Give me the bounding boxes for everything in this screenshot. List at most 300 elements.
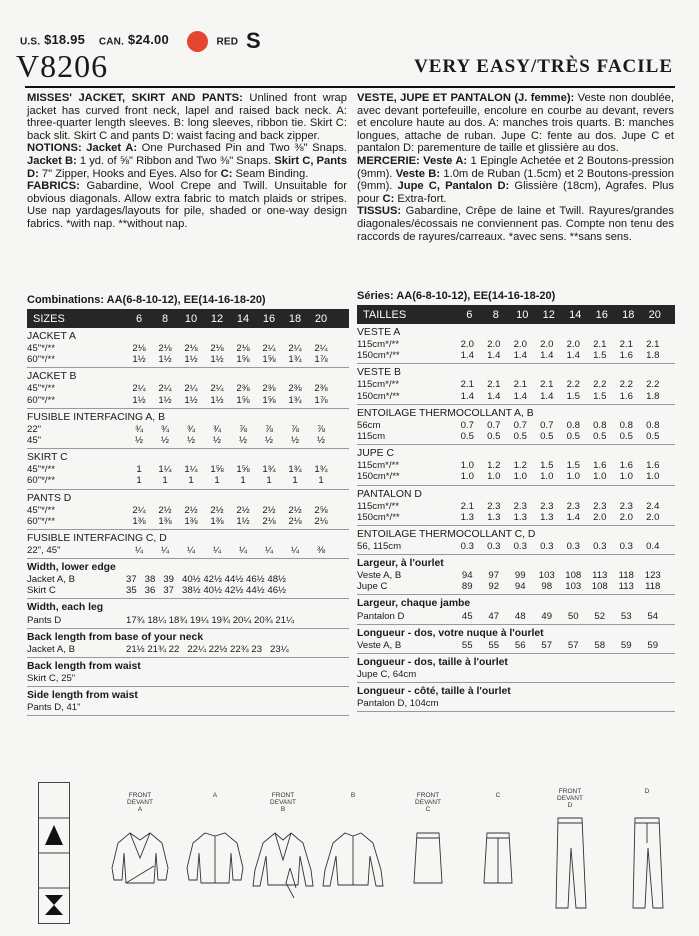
table-cell: 57 <box>541 639 553 651</box>
table-cell: 0.5 <box>566 431 580 443</box>
table-cell: 1.5 <box>566 460 580 472</box>
sizes-list <box>126 313 334 325</box>
table-row <box>357 640 675 651</box>
measure-section <box>357 625 675 654</box>
yardage-section <box>357 526 675 555</box>
table-cell: 1½ <box>236 515 250 527</box>
hourglass-icon <box>45 905 63 915</box>
table-cell: 103 <box>538 570 555 582</box>
table-cell: 2.0 <box>646 511 660 523</box>
table-cell: ¼ <box>134 544 143 556</box>
table-cell: 1⅜ <box>210 515 224 527</box>
table-cell: 2.4 <box>646 500 660 512</box>
table-cell: 2¼ <box>262 343 276 355</box>
table-cell: 47 <box>488 610 500 622</box>
notions-c: Seam Binding. <box>232 167 309 180</box>
yardage-section <box>27 328 349 368</box>
table-cell: 2⅛ <box>132 343 146 355</box>
table-row <box>27 395 349 406</box>
row-label: 150cm*/** <box>357 471 400 483</box>
table-row <box>27 354 349 365</box>
pants-d-back-sketch <box>633 818 663 908</box>
table-cell: 1½ <box>158 354 172 366</box>
skirt-c-back-sketch <box>484 833 512 883</box>
technical-sketches <box>90 788 680 928</box>
measure-section <box>27 658 349 687</box>
table-cell: ¼ <box>212 544 221 556</box>
table-cell: 1⅜ <box>184 515 198 527</box>
table-cell: 2½ <box>236 504 250 516</box>
row-label: 115cm*/** <box>357 339 399 351</box>
yardage-section <box>27 449 349 489</box>
mercerie-cd: Glissière (18cm), Agrafes. Plus pour <box>357 180 674 205</box>
table-cell: 1.3 <box>487 511 501 523</box>
table-cell: 53 <box>620 610 632 622</box>
table-cell: 0.5 <box>487 431 501 443</box>
mercerie-title: MERCERIE: <box>357 154 420 167</box>
table-cell: 2¼ <box>210 383 224 395</box>
row-label: Jacket A, B <box>27 574 75 586</box>
table-cell: 1 <box>162 475 168 487</box>
pants-d-front-sketch <box>556 818 586 908</box>
table-cell: 1.4 <box>487 350 501 362</box>
table-row <box>27 516 349 527</box>
table-cell: ¼ <box>160 544 169 556</box>
row-label: 150cm*/** <box>357 350 400 362</box>
sizes-header <box>27 309 349 328</box>
size-header-cell: 16 <box>595 308 608 321</box>
jacket-a-back-sketch <box>187 833 243 883</box>
notions-a-label: Jacket A: <box>81 142 138 155</box>
table-cell: 1⅝ <box>262 354 276 366</box>
size-header-cell: 10 <box>184 312 198 325</box>
table-cell: 2.0 <box>513 339 527 351</box>
table-cell: 49 <box>541 610 553 622</box>
table-cell: 113 <box>592 570 608 582</box>
table-row <box>27 574 349 585</box>
table-cell: 2½ <box>184 504 198 516</box>
table-row <box>27 383 349 394</box>
notions-title: NOTIONS: <box>27 142 82 155</box>
notions-cd-label: Skirt C, Pants D: <box>27 154 348 180</box>
table-cell: 1½ <box>184 354 198 366</box>
row-label: 115cm*/** <box>357 500 399 512</box>
row-label: 150cm*/** <box>357 511 400 523</box>
table-cell: 2⅛ <box>158 343 172 355</box>
notions-a: One Purchased Pin and Two ⅜" Snaps. <box>137 142 347 155</box>
table-cell: 92 <box>488 581 500 593</box>
measure-title: Largeur, chaque jambe <box>357 598 471 610</box>
fr-desc-title: VESTE, JUPE ET PANTALON (J. femme): <box>357 92 575 104</box>
table-cell: 1.6 <box>619 350 633 362</box>
series: Séries: AA(6-8-10-12), EE(14-16-18-20) <box>357 290 556 302</box>
table-cell: 1 <box>292 475 298 487</box>
table-cell: 55 <box>461 639 473 651</box>
table-cell: 0.5 <box>513 431 527 443</box>
table-cell: ½ <box>186 435 195 447</box>
table-cell: 55 <box>488 639 500 651</box>
table-cell: 108 <box>565 570 582 582</box>
table-cell: 2⅜ <box>236 383 250 395</box>
table-cell: 97 <box>488 570 500 582</box>
table-cell: 2⅜ <box>288 383 302 395</box>
sketch-label: B <box>350 792 356 799</box>
table-cell: 1.0 <box>566 471 580 483</box>
notions-b: 1 yd. of ⅝" Ribbon and Two ⅜" Snaps. <box>76 154 272 167</box>
table-cell: 2.0 <box>460 339 474 351</box>
fold-legend-box <box>38 782 70 924</box>
size-header-cell: 14 <box>569 308 582 321</box>
table-cell: 0.5 <box>460 431 474 443</box>
section-title: ENTOILAGE THERMOCOLLANT A, B <box>357 407 534 419</box>
table-cell: 2⅛ <box>184 343 198 355</box>
table-cell: 2.0 <box>487 339 501 351</box>
french-description <box>357 92 674 243</box>
table-row <box>27 435 349 446</box>
pattern-number: V8206 <box>16 48 109 84</box>
table-row <box>357 350 675 361</box>
fold-symbols-icon <box>39 783 69 923</box>
row-label: 56, 115cm <box>357 540 402 552</box>
table-cell: 0.5 <box>646 431 660 443</box>
size-header-cell: 14 <box>236 312 250 325</box>
row-label: 60"*/** <box>27 475 55 487</box>
row-label: 150cm*/** <box>357 390 400 402</box>
table-cell: 2.3 <box>540 500 554 512</box>
table-row <box>357 581 675 592</box>
table-cell: 1.3 <box>513 511 527 523</box>
table-cell: 1¾ <box>314 464 328 476</box>
row-label: 60"*/** <box>27 515 55 527</box>
english-sections <box>27 328 349 559</box>
size-header-cell: 12 <box>210 312 224 325</box>
row-label: 56cm <box>357 419 381 431</box>
table-cell: 1⅝ <box>210 464 224 476</box>
can-price: $24.00 <box>127 32 169 48</box>
table-cell: 1.5 <box>593 350 607 362</box>
combinations: Combinations: AA(6-8-10-12), EE(14-16-18-20) <box>27 294 266 306</box>
row-label: Skirt C, 25" <box>27 672 76 684</box>
yardage-section <box>357 486 675 526</box>
row-label: 45"*/** <box>27 343 55 355</box>
sketch-label: FRONT DEVANT C <box>415 792 441 813</box>
table-cell: ¾ <box>186 423 195 435</box>
table-row <box>27 475 349 486</box>
measure-section <box>27 559 349 599</box>
section-title: FUSIBLE INTERFACING C, D <box>27 532 167 544</box>
size-header-cell: 6 <box>466 308 473 321</box>
table-cell: ⅜ <box>316 544 325 556</box>
header-rule <box>25 86 675 88</box>
table-cell: 108 <box>591 581 608 593</box>
table-cell: ¾ <box>160 423 169 435</box>
table-cell: 103 <box>565 581 582 593</box>
row-label: Veste A, B <box>357 639 402 651</box>
table-cell: 2¼ <box>314 343 328 355</box>
table-cell: ¼ <box>186 544 195 556</box>
fabrics-title: FABRICS: <box>27 180 80 193</box>
row-label: 115cm*/** <box>357 460 399 472</box>
size-letter: S <box>246 28 261 53</box>
table-cell: 2⅛ <box>262 515 276 527</box>
section-title: PANTS D <box>27 492 72 504</box>
table-cell: 2.2 <box>646 379 660 391</box>
table-cell: 2⅛ <box>314 515 328 527</box>
table-cell: 2½ <box>158 504 172 516</box>
table-cell: 1½ <box>158 394 172 406</box>
table-cell: 2.3 <box>566 500 580 512</box>
table-cell: 56 <box>514 639 526 651</box>
dot-label: RED <box>216 36 239 48</box>
table-row <box>357 501 675 512</box>
english-yardage-table <box>27 294 349 716</box>
sizes-label: SIZES <box>33 312 65 325</box>
english-measures <box>27 559 349 716</box>
table-cell: 118 <box>618 570 634 582</box>
table-cell: 89 <box>461 581 473 593</box>
table-row <box>27 673 349 684</box>
size-header-cell: 10 <box>516 308 529 321</box>
row-label: Pants D, 41" <box>27 702 81 714</box>
tailles-header <box>357 305 675 324</box>
table-cell: 0.8 <box>593 419 607 431</box>
french-sections <box>357 324 675 555</box>
table-cell: 1.0 <box>593 471 607 483</box>
table-cell: 0.5 <box>540 431 554 443</box>
table-cell: 1.2 <box>513 460 527 472</box>
table-cell: ½ <box>212 435 221 447</box>
row-label: Jupe C <box>357 581 388 593</box>
table-cell: 2.0 <box>593 511 607 523</box>
row-label: 22", 45" <box>27 544 61 556</box>
sketch-label: A <box>212 792 218 799</box>
table-cell: 59 <box>620 639 632 651</box>
section-title: PANTALON D <box>357 488 422 500</box>
row-label: Jacket A, B <box>27 643 75 655</box>
table-cell: 1½ <box>210 394 224 406</box>
row-label: Pantalon D <box>357 610 405 622</box>
measure-title: Longueur - côté, taille à l'ourlet <box>357 686 511 697</box>
mercerie-b: 1.0m de Ruban (1.5cm) et 2 Boutons-pression (9mm). <box>357 167 674 193</box>
measure-title: Longueur - dos, votre nuque à l'ourlet <box>357 627 544 639</box>
table-cell: 1.4 <box>460 390 474 402</box>
table-cell: 2.2 <box>593 379 607 391</box>
table-cell: 2.3 <box>487 500 501 512</box>
sketch-label: FRONT DEVANT D <box>557 788 583 809</box>
measure-section <box>357 683 675 712</box>
table-cell: 1.0 <box>646 471 660 483</box>
table-cell: 59 <box>647 639 659 651</box>
table-cell: ¼ <box>238 544 247 556</box>
garment-sketches-svg <box>90 788 680 928</box>
measure-title: Width, each leg <box>27 602 104 614</box>
mercerie-c-label: C: <box>379 192 395 205</box>
size-header-cell: 8 <box>492 308 499 321</box>
table-row <box>357 610 675 621</box>
table-row <box>357 431 675 442</box>
table-cell: 1 <box>136 464 142 476</box>
table-cell: 2.1 <box>540 379 554 391</box>
table-cell: 1.5 <box>593 390 607 402</box>
table-cell: 99 <box>514 570 526 582</box>
table-cell: 50 <box>567 610 579 622</box>
table-row <box>27 424 349 435</box>
section-title: SKIRT C <box>27 452 68 464</box>
table-cell: 118 <box>645 581 661 593</box>
table-cell: 0.5 <box>593 431 607 443</box>
table-cell: 2.1 <box>619 339 633 351</box>
table-cell: 1.4 <box>566 511 580 523</box>
row-label: Pantalon D, 104cm <box>357 698 439 710</box>
table-cell: 1⅜ <box>158 515 172 527</box>
jacket-b-front-sketch <box>253 833 313 898</box>
table-row <box>27 505 349 516</box>
table-cell: 2.1 <box>487 379 501 391</box>
notions-c-label: C: <box>217 167 233 180</box>
table-cell: 45 <box>461 610 473 622</box>
table-cell: 123 <box>644 570 661 582</box>
row-label: 45"*/** <box>27 464 55 476</box>
table-cell: ½ <box>316 435 325 447</box>
mercerie-a: 1 Epingle Achetée et 2 Boutons-pression (9mm). <box>357 154 674 180</box>
table-cell: 1.2 <box>487 460 501 472</box>
french-yardage-table <box>357 290 675 712</box>
table-cell: 1.0 <box>460 471 474 483</box>
table-cell: 98 <box>541 581 553 593</box>
table-row <box>357 698 675 709</box>
row-label: Pants D <box>27 614 62 626</box>
measure-section <box>357 654 675 683</box>
table-cell: 2.0 <box>566 339 580 351</box>
section-title: VESTE A <box>357 327 401 338</box>
measure-title: Back length from base of your neck <box>27 631 204 643</box>
notions-b-label: Jacket B: <box>27 154 77 167</box>
red-dot-icon <box>187 31 208 52</box>
table-cell: 1.4 <box>540 390 554 402</box>
desc-body: Unlined front wrap jacket has curved front neck, lapel and raised back neck. A: three-quarter length sleeves. B: long sleeves, ribbon tie. Skirt C: back slit. Skirt C and pants D: waist facing and back zipper. <box>27 92 348 142</box>
yardage-section <box>357 364 675 404</box>
table-cell: 0.4 <box>646 540 660 552</box>
table-cell: 48 <box>514 610 526 622</box>
yardage-section <box>27 368 349 408</box>
table-cell: 1.5 <box>540 460 554 472</box>
table-cell: 1.6 <box>619 460 633 472</box>
table-cell: 1.5 <box>566 390 580 402</box>
table-cell: 1.4 <box>566 350 580 362</box>
table-row <box>357 669 675 680</box>
table-cell: 0.3 <box>460 540 474 552</box>
table-cell: ½ <box>134 435 143 447</box>
table-cell: 2.2 <box>566 379 580 391</box>
table-cell: 0.3 <box>619 540 633 552</box>
table-cell: 1⅝ <box>262 394 276 406</box>
table-cell: 2⅛ <box>236 343 250 355</box>
size-header-cell: 6 <box>135 312 143 325</box>
table-row <box>357 379 675 390</box>
table-row <box>27 545 349 556</box>
measure-section <box>27 629 349 658</box>
us-label: U.S. <box>20 36 41 48</box>
table-cell: 94 <box>461 570 473 582</box>
table-row <box>357 391 675 402</box>
table-row <box>27 585 349 596</box>
table-cell: 2¼ <box>288 343 302 355</box>
table-cell: ¾ <box>212 423 221 435</box>
table-cell: 2¼ <box>184 383 198 395</box>
yardage-section <box>357 324 675 364</box>
table-cell: 1⅝ <box>236 354 250 366</box>
table-cell: 1⅝ <box>236 394 250 406</box>
table-cell: 1 <box>318 475 324 487</box>
table-cell: 2⅛ <box>288 515 302 527</box>
table-row <box>27 702 349 713</box>
table-cell: 2.1 <box>460 500 474 512</box>
measure-title: Side length from waist <box>27 690 138 701</box>
table-cell: 2½ <box>288 504 302 516</box>
row-label: 60"*/** <box>27 354 55 366</box>
table-cell: 2⅝ <box>314 504 328 516</box>
table-cell: ½ <box>238 435 247 447</box>
size-header-cell: 20 <box>648 308 661 321</box>
table-cell: 1½ <box>132 354 146 366</box>
table-cell: 1¼ <box>158 464 172 476</box>
table-cell: 2.3 <box>593 500 607 512</box>
measure-section <box>27 687 349 716</box>
table-cell: 1¾ <box>288 464 302 476</box>
table-cell: ⅞ <box>238 423 247 435</box>
english-description <box>27 92 347 231</box>
table-cell: 1.4 <box>460 350 474 362</box>
row-label: Skirt C <box>27 585 56 597</box>
tailles-list <box>456 309 668 321</box>
table-cell: 0.8 <box>646 419 660 431</box>
table-cell: 2.1 <box>593 339 607 351</box>
section-title: ENTOILAGE THERMOCOLLANT C, D <box>357 528 536 540</box>
table-cell: 1¾ <box>262 464 276 476</box>
table-cell: 1.4 <box>540 350 554 362</box>
table-cell: 1.3 <box>460 511 474 523</box>
table-cell: 1.8 <box>646 390 660 402</box>
table-row <box>357 570 675 581</box>
table-cell: 113 <box>618 581 634 593</box>
table-cell: 1.4 <box>513 350 527 362</box>
size-header-cell: 18 <box>288 312 302 325</box>
measure-title: Back length from waist <box>27 660 141 672</box>
table-cell: ½ <box>290 435 299 447</box>
size-header-cell: 18 <box>622 308 635 321</box>
table-cell: 1⅝ <box>236 464 250 476</box>
size-header-cell: 16 <box>262 312 276 325</box>
table-cell: 57 <box>567 639 579 651</box>
skirt-c-front-sketch <box>414 833 442 883</box>
table-cell: 2⅛ <box>210 343 224 355</box>
table-cell: 2.1 <box>460 379 474 391</box>
row-label: 45"*/** <box>27 504 55 516</box>
tissus-body: Gabardine, Crêpe de laine et Twill. Rayures/grandes diagonales/écossais ne conviennent pas. Compte non tenu des raccords de rayures/carreaux. *avec sens. **sans sens. <box>357 205 674 243</box>
table-row <box>357 339 675 350</box>
section-title: JACKET A <box>27 331 76 342</box>
table-cell: 2.1 <box>513 379 527 391</box>
table-cell: 0.3 <box>540 540 554 552</box>
sketch-label: D <box>644 788 650 795</box>
table-cell: 1¼ <box>184 464 198 476</box>
table-cell: 1.6 <box>593 460 607 472</box>
table-cell: 0.3 <box>487 540 501 552</box>
table-cell: ½ <box>160 435 169 447</box>
section-title: VESTE B <box>357 367 401 379</box>
mercerie-c: Extra-fort. <box>394 192 447 205</box>
table-cell: ⅞ <box>264 423 273 435</box>
